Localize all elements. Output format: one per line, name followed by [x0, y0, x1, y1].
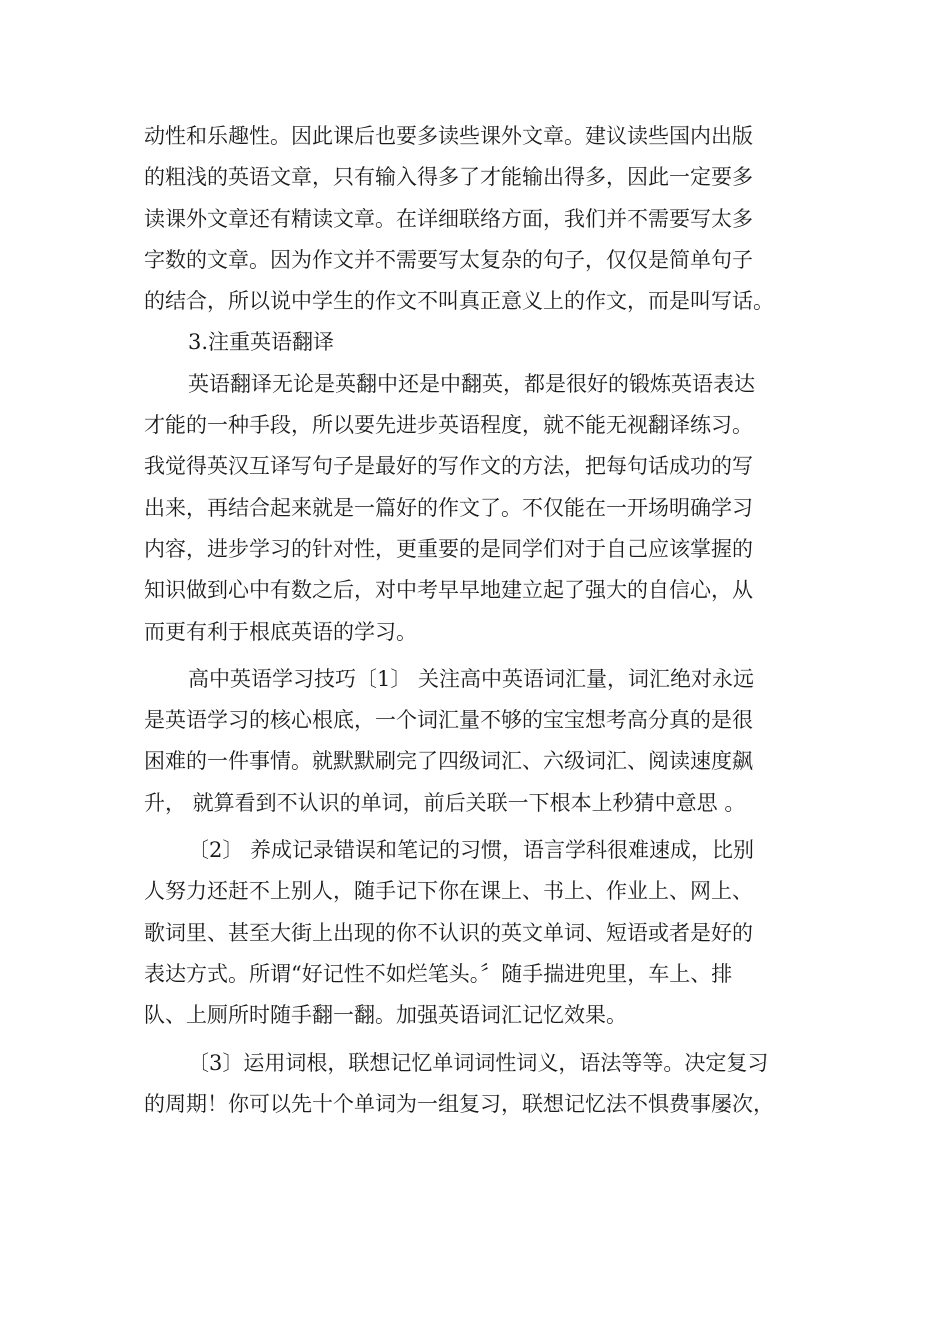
text-line: 是英语学习的核心根底，一个词汇量不够的宝宝想考高分真的是很 [144, 708, 753, 733]
paragraph [144, 1043, 820, 1126]
document-body [144, 116, 820, 1125]
text-line: 我觉得英汉互译写句子是最好的写作文的方法，把每句话成功的写 [144, 454, 753, 479]
text-line: 的周期！你可以先十个单词为一组复习，联想记忆法不惧费事屡次， [144, 1091, 774, 1116]
text-line: 〔3〕运用词根，联想记忆单词词性词义，语法等等。决定复习 [188, 1050, 769, 1075]
text-line: 动性和乐趣性。因此课后也要多读些课外文章。建议读些国内出版 [144, 124, 753, 148]
text-line: 3.注重英语翻译 [188, 330, 335, 355]
text-line: 而更有利于根底英语的学习。 [144, 619, 417, 644]
text-line: 内容，进步学习的针对性，更重要的是同学们对于自己应该掌握的 [144, 536, 753, 561]
text-line: 队、上厕所时随手翻一翻。加强英语词汇记忆效果。 [144, 1003, 627, 1028]
text-line: 困难的一件事情。就默默刷完了四级词汇、六级词汇、阅读速度飙 [144, 749, 753, 774]
text-line: 字数的文章。因为作文并不需要写太复杂的句子，仅仅是简单句子 [144, 247, 753, 272]
paragraph [144, 116, 820, 322]
paragraph [144, 364, 820, 653]
text-line: 〔2〕 养成记录错误和笔记的习惯，语言学科很难速成，比别 [188, 838, 755, 863]
text-line: 的结合，所以说中学生的作文不叫真正意义上的作文，而是叫写话。 [144, 289, 774, 314]
text-line: 英语翻译无论是英翻中还是中翻英，都是很好的锻炼英语表达 [188, 371, 755, 396]
text-line: 出来，再结合起来就是一篇好的作文了。不仅能在一开场明确学习 [144, 495, 753, 520]
text-line: 表达方式。所谓“好记性不如烂笔头。〞随手揣进兜里，车上、排 [144, 961, 733, 986]
text-line: 的粗浅的英语文章，只有输入得多了才能输出得多，因此一定要多 [144, 165, 753, 190]
text-line: 才能的一种手段，所以要先进步英语程度，就不能无视翻译练习。 [144, 413, 753, 438]
text-line: 人努力还赶不上别人，随手记下你在课上、书上、作业上、网上、 [144, 879, 753, 904]
paragraph [144, 322, 820, 363]
text-line: 读课外文章还有精读文章。在详细联络方面，我们并不需要写太多 [144, 206, 753, 231]
paragraph [144, 659, 820, 824]
text-line: 知识做到心中有数之后，对中考早早地建立起了强大的自信心，从 [144, 578, 753, 603]
text-line: 高中英语学习技巧〔1〕 关注高中英语词汇量，词汇绝对永远 [188, 666, 755, 691]
text-line: 歌词里、甚至大街上出现的你不认识的英文单词、短语或者是好的 [144, 920, 753, 945]
paragraph [144, 830, 820, 1036]
text-line: 升， 就算看到不认识的单词，前后关联一下根本上秒猜中意思 。 [144, 790, 746, 815]
